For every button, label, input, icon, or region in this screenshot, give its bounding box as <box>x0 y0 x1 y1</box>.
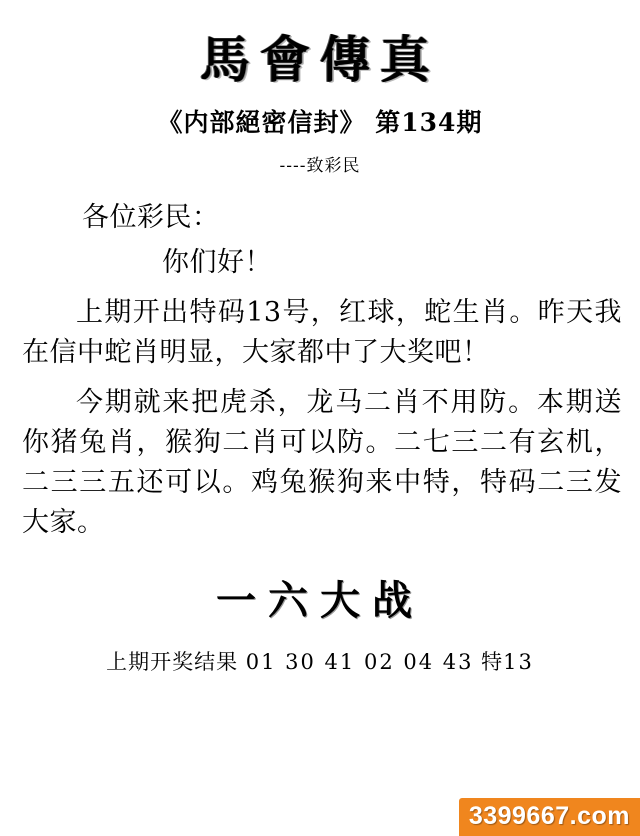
letter-hello: 你们好！ <box>162 247 272 279</box>
highlight-slogan: 一六大战 <box>216 577 424 625</box>
masthead-note: ----致彩民 <box>279 155 361 176</box>
letter-greeting: 各位彩民： <box>82 201 220 233</box>
result-numbers: 01 30 41 02 04 43 <box>245 650 474 675</box>
result-special-number: 13 <box>503 650 534 675</box>
issue-number: 第134期 <box>375 107 483 137</box>
letter-body <box>0 198 640 544</box>
result-special-label: 特 <box>481 650 504 675</box>
result-label: 上期开奖结果 <box>106 650 239 675</box>
letter-paragraph-2: 今期就来把虎杀，龙马二肖不用防。本期送你猪兔肖，猴狗二肖可以防。二七三二有玄机，二三三五还可以。鸡兔猴狗来中特，特码二三发大家。 <box>22 387 622 539</box>
previous-draw-result <box>0 646 640 676</box>
masthead <box>0 0 640 176</box>
secret-envelope-label: 《内部絕密信封》 <box>157 107 366 137</box>
masthead-subtitle <box>0 103 640 139</box>
page-title: 馬會傳真 <box>200 30 440 89</box>
watermark-badge: 3399667.com <box>459 798 640 836</box>
letter-paragraph-1: 上期开出特码13号，红球，蛇生肖。昨天我在信中蛇肖明显，大家都中了大奖吧！ <box>22 297 622 369</box>
